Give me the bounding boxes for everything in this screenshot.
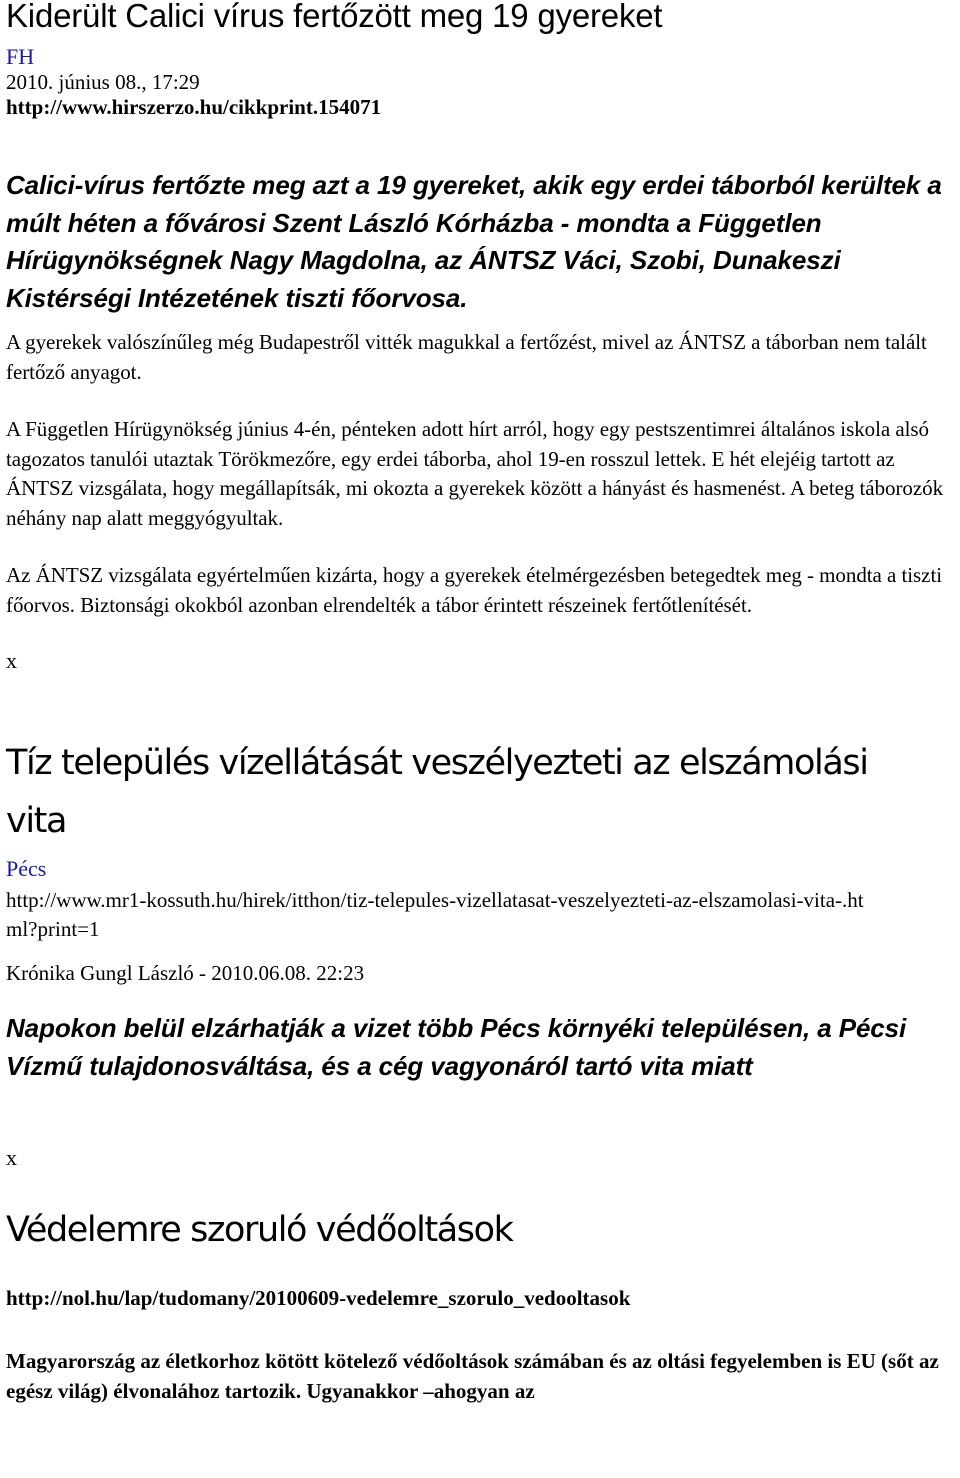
article-2 bbox=[6, 734, 956, 1171]
article-1-title: Kiderült Calici vírus fertőzött meg 19 gyereket bbox=[6, 0, 663, 34]
article-1 bbox=[6, 0, 956, 674]
article-1-paragraph-3: Az ÁNTSZ vizsgálata egyértelműen kizárta, hogy a gyerekek ételmérgezésben betegedtek meg - mondta a tiszti főorvos. Biztonsági okokból azonban elrendelték a tábor érintett részeinek fertőtlenítését. bbox=[6, 563, 943, 617]
article-3-url[interactable]: http://nol.hu/lap/tudomany/20100609-vedelemre_szorulo_vedooltasok bbox=[6, 1286, 631, 1310]
article-1-date: 2010. június 08., 17:29 bbox=[6, 70, 200, 94]
article-3-lead: Magyarország az életkorhoz kötött kötelező védőoltások számában és az oltási fegyelemben is EU (sőt az egész világ) élvonalához tartozik. Ugyanakkor –ahogyan az bbox=[6, 1349, 939, 1403]
article-1-paragraph-2: A Független Hírügynökség június 4-én, pénteken adott hírt arról, hogy egy pestszentimrei általános iskola alsó tagozatos tanulói utaztak Törökmezőre, egy erdei táborba, ahol 19-en rosszul lettek. E hét elejéig tartott az ÁNTSZ vizsgálata, hogy megállapítsák, mi okozta a gyerekek között a hányást és hasmenést. A beteg táborozók néhány nap alatt meggyógyultak. bbox=[6, 417, 944, 530]
article-2-title: Tíz település vízellátását veszélyezteti az elszámolási vita bbox=[6, 743, 868, 841]
article-1-lead: Calici-vírus fertőzte meg azt a 19 gyereket, akik egy erdei táborból kerültek a múlt héten a fővárosi Szent László Kórházba - mondta a Független Hírügynökségnek Nagy Magdolna, az ÁNTSZ Váci, Szobi, Dunakeszi Kistérségi Intézetének tiszti főorvosa. bbox=[6, 170, 942, 313]
article-2-location[interactable]: Pécs bbox=[6, 856, 47, 881]
article-2-byline: Krónika Gungl László - 2010.06.08. 22:23 bbox=[6, 961, 365, 985]
article-1-paragraph-1: A gyerekek valószínűleg még Budapestről vitték magukkal a fertőzést, mivel az ÁNTSZ a táborban nem talált fertőző anyagot. bbox=[6, 330, 927, 384]
article-1-author[interactable]: FH bbox=[6, 44, 35, 69]
article-2-lead: Napokon belül elzárhatják a vizet több Pécs környéki településen, a Pécsi Vízmű tulajdonosváltása, és a cég vagyonáról tartó vita miatt bbox=[6, 1013, 907, 1081]
article-1-separator: x bbox=[6, 648, 17, 673]
article-3-title: Védelemre szoruló védőoltások bbox=[6, 1210, 513, 1250]
article-2-separator: x bbox=[6, 1145, 17, 1170]
document-page bbox=[6, 0, 956, 1406]
article-1-url[interactable]: http://www.hirszerzo.hu/cikkprint.154071 bbox=[6, 95, 382, 119]
article-2-url[interactable]: http://www.mr1-kossuth.hu/hirek/itthon/tiz-telepules-vizellatasat-veszelyezteti-az-elszamolasi-vita-.html?print=1 bbox=[6, 888, 864, 941]
article-3 bbox=[6, 1201, 956, 1406]
